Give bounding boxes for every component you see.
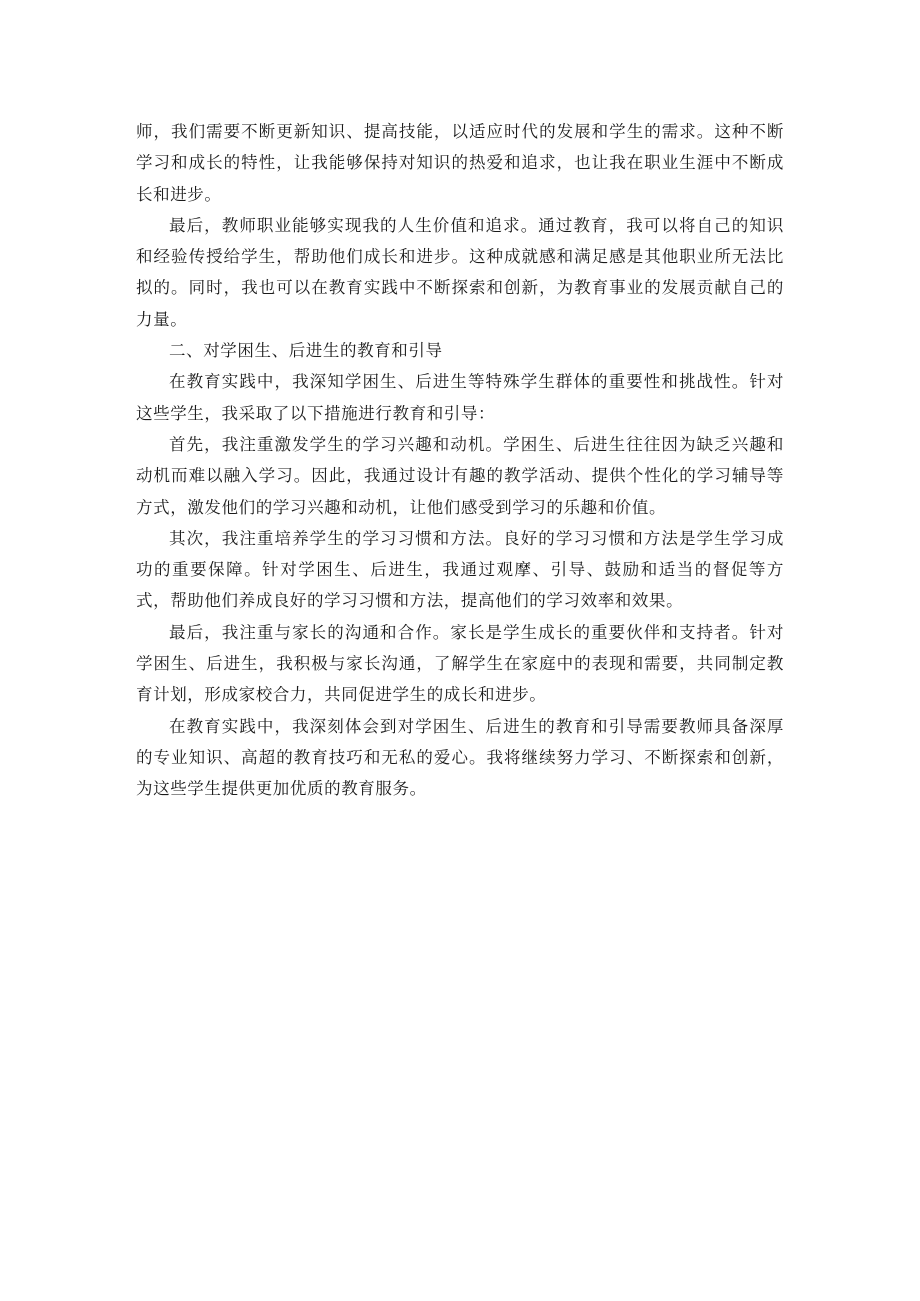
paragraph: 最后，教师职业能够实现我的人生价值和追求。通过教育，我可以将自己的知识和经验传授给学生，帮助他们成长和进步。这种成就感和满足感是其他职业所无法比拟的。同时，我也可以在教育实践中不断探索和创新，为教育事业的发展贡献自己的力量。 bbox=[136, 215, 784, 329]
paragraph: 其次，我注重培养学生的学习习惯和方法。良好的学习习惯和方法是学生学习成功的重要保障。针对学困生、后进生，我通过观摩、引导、鼓励和适当的督促等方式，帮助他们养成良好的学习习惯和方法，提高他们的学习效率和效果。 bbox=[136, 528, 784, 611]
section-heading: 二、对学困生、后进生的教育和引导 bbox=[169, 341, 443, 361]
paragraph: 在教育实践中，我深刻体会到对学困生、后进生的教育和引导需要教师具备深厚的专业知识、高超的教育技巧和无私的爱心。我将继续努力学习、不断探索和创新，为这些学生提供更加优质的教育服务。 bbox=[136, 716, 784, 799]
paragraph: 最后，我注重与家长的沟通和合作。家长是学生成长的重要伙伴和支持者。针对学困生、后进生，我积极与家长沟通，了解学生在家庭中的表现和需要，共同制定教育计划，形成家校合力，共同促进学生的成长和进步。 bbox=[136, 622, 784, 705]
document-page bbox=[136, 116, 784, 805]
paragraph: 首先，我注重激发学生的学习兴趣和动机。学困生、后进生往往因为缺乏兴趣和动机而难以融入学习。因此，我通过设计有趣的教学活动、提供个性化的学习辅导等方式，激发他们的学习兴趣和动机，让他们感受到学习的乐趣和价值。 bbox=[136, 434, 784, 517]
paragraph: 在教育实践中，我深知学困生、后进生等特殊学生群体的重要性和挑战性。针对这些学生，我采取了以下措施进行教育和引导： bbox=[136, 372, 784, 423]
paragraph-continued: 师，我们需要不断更新知识、提高技能，以适应时代的发展和学生的需求。这种不断学习和成长的特性，让我能够保持对知识的热爱和追求，也让我在职业生涯中不断成长和进步。 bbox=[136, 122, 784, 204]
